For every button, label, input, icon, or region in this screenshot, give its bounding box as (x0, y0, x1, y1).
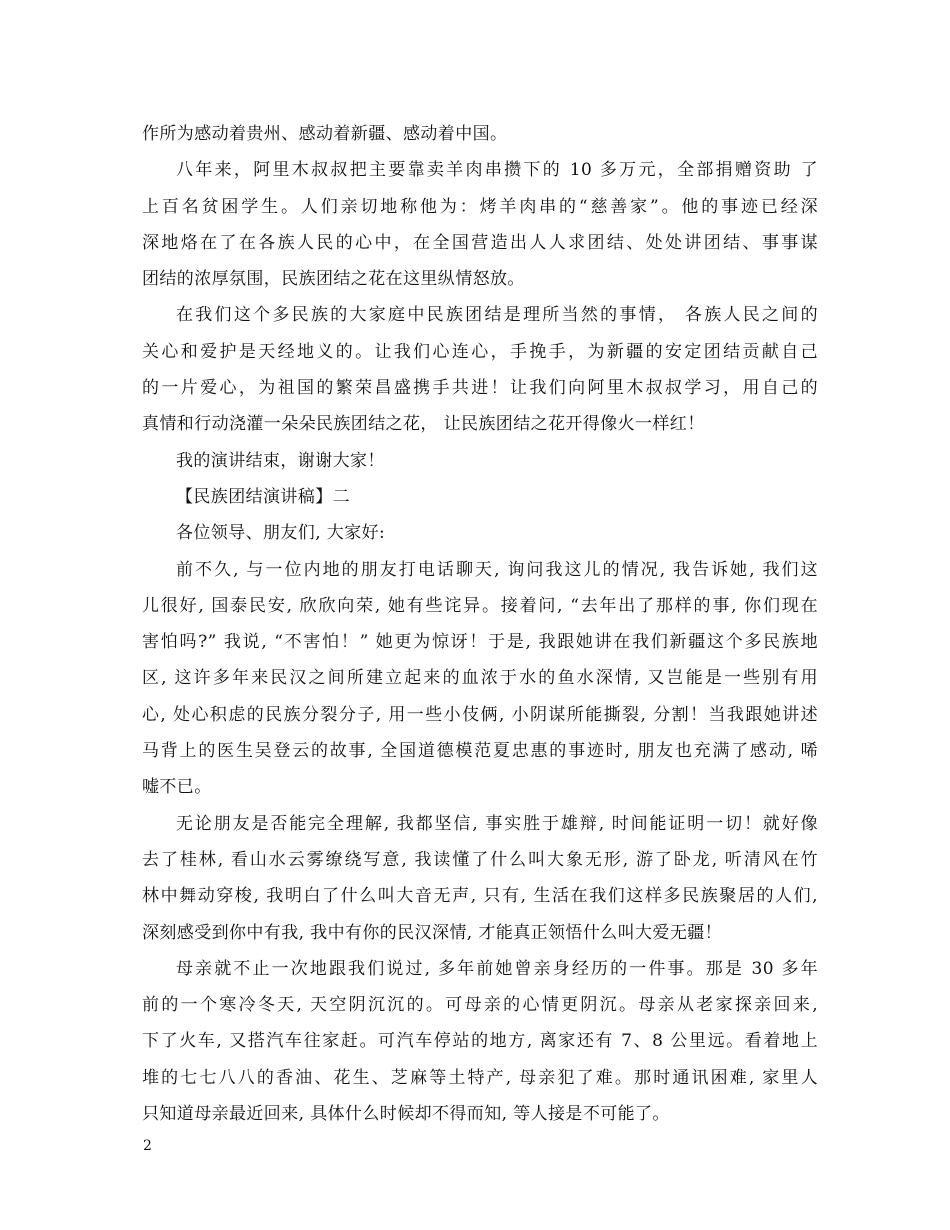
text-line: 前的一个寒冷冬天, 天空阴沉沉的。可母亲的心情更阴沉。母亲从老家探亲回来, (142, 995, 818, 1016)
text-line: 嘘不已。 (142, 777, 212, 798)
page-number: 2 (143, 1138, 152, 1154)
text-line: 深地烙在了在各族人民的心中，在全国营造出人人求团结、处处讲团结、事事谋 (142, 232, 818, 253)
text-line: 前不久, 与一位内地的朋友打电话聊天, 询问我这儿的情况, 我告诉她, 我们这 (176, 559, 818, 580)
text-line: 堆的七七八八的香油、花生、芝麻等土特产, 母亲犯了难。那时通讯困难, 家里人 (142, 1067, 818, 1088)
text-line: 【民族团结演讲稿】二 (176, 486, 350, 507)
text-line: 深刻感受到你中有我, 我中有你的民汉深情, 才能真正领悟什么叫大爱无疆！ (142, 922, 723, 943)
text-line: 心, 处心积虑的民族分裂分子, 用一些小伎俩, 小阴谋所能撕裂, 分割！当我跟她讲述 (142, 704, 818, 725)
text-line: 作所为感动着贵州、感动着新疆、感动着中国。 (142, 124, 508, 144)
text-line: 去了桂林, 看山水云雾缭绕写意, 我读懂了什么叫大象无形, 游了卧龙, 听清风在竹 (142, 849, 818, 870)
text-line: 团结的浓厚氛围，民族团结之花在这里纵情怒放。 (142, 269, 525, 290)
text-line: 无论朋友是否能完全理解, 我都坚信, 事实胜于雄辩, 时间能证明一切！就好像 (176, 813, 818, 834)
text-line: 母亲就不止一次地跟我们说过, 多年前她曾亲身经历的一件事。那是 30 多年 (176, 958, 818, 979)
document-body (142, 116, 818, 1132)
text-line: 林中舞动穿梭, 我明白了什么叫大音无声, 只有, 生活在我们这样多民族聚居的人们, (142, 886, 818, 907)
text-line: 的一片爱心，为祖国的繁荣昌盛携手共进！让我们向阿里木叔叔学习，用自己的 (142, 378, 818, 399)
text-line: 关心和爱护是天经地义的。让我们心连心，手挽手，为新疆的安定团结贡献自己 (142, 341, 818, 362)
text-line: 区, 这许多年来民汉之间所建立起来的血浓于水的鱼水深情, 又岂能是一些别有用 (142, 668, 818, 689)
text-line: 各位领导、朋友们, 大家好: (176, 523, 386, 544)
text-line: 上百名贫困学生。人们亲切地称他为：烤羊肉串的“慈善家”。他的事迹已经深 (142, 196, 818, 217)
text-line: 只知道母亲最近回来, 具体什么时候却不得而知, 等人接是不可能了。 (142, 1104, 670, 1125)
text-line: 下了火车, 又搭汽车往家赶。可汽车停站的地方, 离家还有 7、8 公里远。看着地上 (142, 1031, 818, 1052)
text-line: 八年来，阿里木叔叔把主要靠卖羊肉串攒下的 10 多万元，全部捐赠资助 了 (176, 160, 818, 181)
text-line: 真情和行动浇灌一朵朵民族团结之花， 让民族团结之花开得像火一样红！ (142, 414, 705, 435)
text-line: 马背上的医生吴登云的故事, 全国道德模范夏忠惠的事迹时, 朋友也充满了感动, 唏 (142, 741, 818, 762)
text-line: 儿很好, 国泰民安, 欣欣向荣, 她有些诧异。接着问, “去年出了那样的事, 你们现在 (142, 595, 818, 616)
text-line: 我的演讲结束，谢谢大家！ (176, 450, 385, 471)
text-line: 害怕吗?” 我说, “不害怕！” 她更为惊讶！于是, 我跟她讲在我们新疆这个多民族地 (142, 632, 818, 653)
text-line: 在我们这个多民族的大家庭中民族团结是理所当然的事情， 各族人民之间的 (176, 305, 818, 326)
